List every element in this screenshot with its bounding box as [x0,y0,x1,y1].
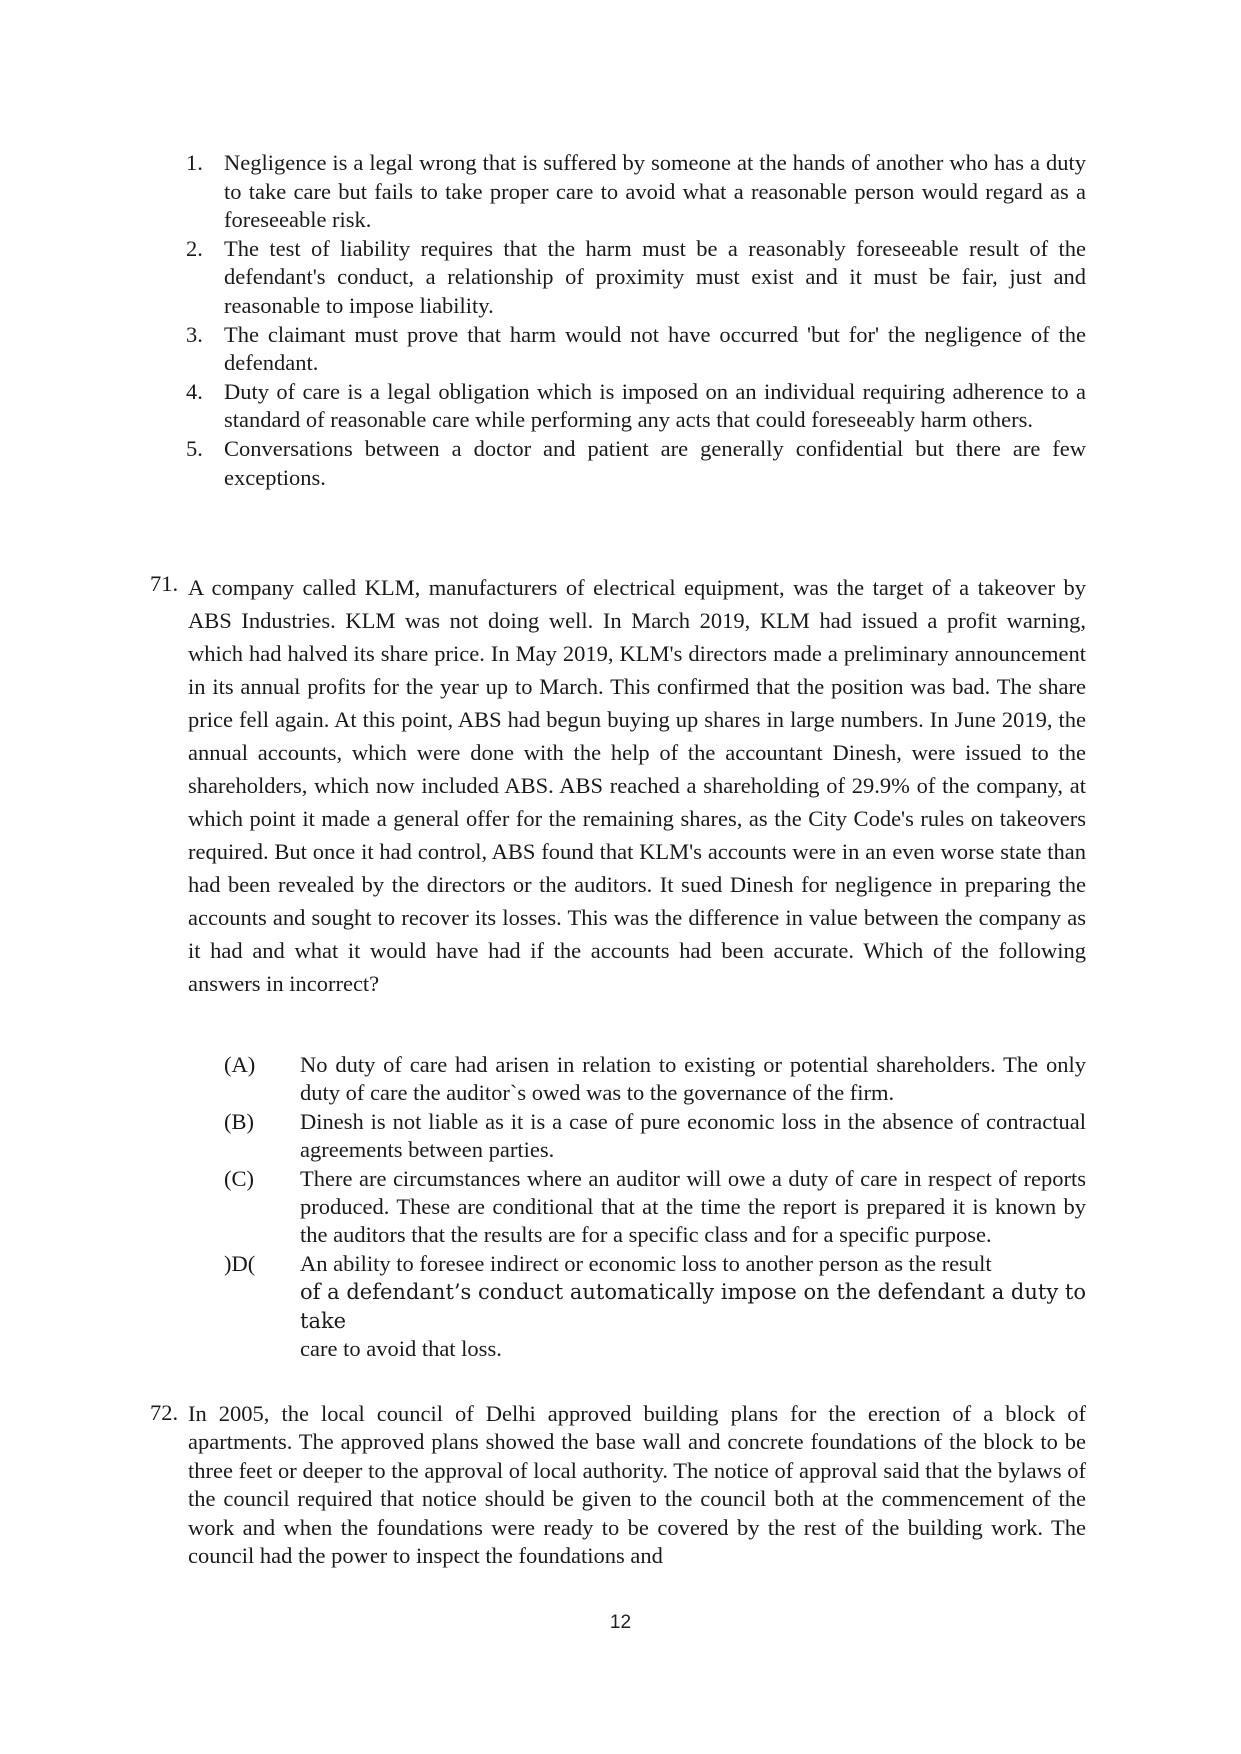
page-number: 12 [609,1612,632,1633]
option-d [224,1250,1086,1364]
list-item-number: 2. [186,235,203,261]
list-item-number: 3. [186,321,203,347]
option-text: Dinesh is not liable as it is a case of pure economic loss in the absence of contractual agreements between parties. [300,1108,1086,1163]
option-label: (C) [224,1165,254,1191]
principles-list [186,149,1086,492]
question-text: A company called KLM, manufacturers of electrical equipment, was the target of a takeover by ABS Industries. KLM was not doing well. In March 2019, KLM had issued a profit warning, which had halved its share price. In May 2019, KLM's directors made a preliminary announcement in its annual profits for the year up to March. This confirmed that the position was bad. The share price fell again. At this point, ABS had begun buying up shares in large numbers. In June 2019, the annual accounts, which were done with the help of the accountant Dinesh, were issued to the shareholders, which now included ABS. ABS reached a shareholding of 29.9% of the company, at which point it made a general offer for the remaining shares, as the City Code's rules on takeovers required. But once it had control, ABS found that KLM's accounts were in an even worse state than had been revealed by the directors or the auditors. It sued Dinesh for negligence in preparing the accounts and sought to recover its losses. This was the difference in value between the company as it had and what it would have had if the accounts had been accurate. Which of the following answers in incorrect? [188,575,1086,996]
question-71 [150,571,1086,1000]
list-item-text: The claimant must prove that harm would not have occurred 'but for' the negligence of the defendant. [224,321,1086,376]
list-item [186,321,1086,378]
list-item-text: Negligence is a legal wrong that is suffered by someone at the hands of another who has a duty to take care but fails to take proper care to avoid what a reasonable person would regard as a foreseeable risk. [224,150,1086,233]
option-label: (A) [224,1052,256,1077]
list-item-number: 1. [186,150,203,175]
option-text-line-1: An ability to foresee indirect or economic loss to another person as the result [300,1250,992,1276]
list-item [186,435,1086,492]
question-72 [150,1400,1086,1570]
question-text: In 2005, the local council of Delhi approved building plans for the erection of a block of apartments. The approved plans showed the base wall and concrete foundations of the block to be three feet or deeper to the approval of local authority. The notice of approval said that the bylaws of the council required that notice should be given to the council both at the commencement of the work and when the foundations were ready to be covered by the rest of the building work. The council had the power to inspect the foundations and [188,1401,1086,1569]
option-text: No duty of care had arisen in relation to existing or potential shareholders. The only duty of care the auditor`s owed was to the governance of the firm. [300,1052,1086,1106]
option-b [224,1108,1086,1165]
option-text-line-2: of a defendant’s conduct automatically impose on the defendant a duty to take [300,1280,1086,1333]
list-item [186,235,1086,321]
list-item-text: The test of liability requires that the harm must be a reasonably foreseeable result of the defendant's conduct, a relationship of proximity must exist and it must be fair, just and reasonable to impose liability. [224,235,1086,318]
option-label: (B) [224,1108,254,1134]
list-item-number: 4. [186,378,203,404]
list-item-number: 5. [186,435,203,461]
list-item-text: Duty of care is a legal obligation which is imposed on an individual requiring adherence to a standard of reasonable care while performing any acts that could foreseeably harm others. [224,378,1086,433]
option-text-line-3: care to avoid that loss. [300,1336,502,1362]
answer-options [224,1051,1086,1363]
list-item [186,378,1086,435]
list-item-text: Conversations between a doctor and patient are generally confidential but there are few exceptions. [224,435,1086,490]
question-number: 72. [150,1400,179,1425]
option-c [224,1165,1086,1250]
question-number: 71. [150,571,179,596]
option-text: There are circumstances where an auditor will owe a duty of care in respect of reports produced. These are conditional that at the time the report is prepared it is known by the auditors that the results are for a specific class and for a specific purpose. [300,1165,1086,1248]
option-label: )D( [224,1250,256,1276]
option-a [224,1051,1086,1108]
list-item [186,149,1086,235]
